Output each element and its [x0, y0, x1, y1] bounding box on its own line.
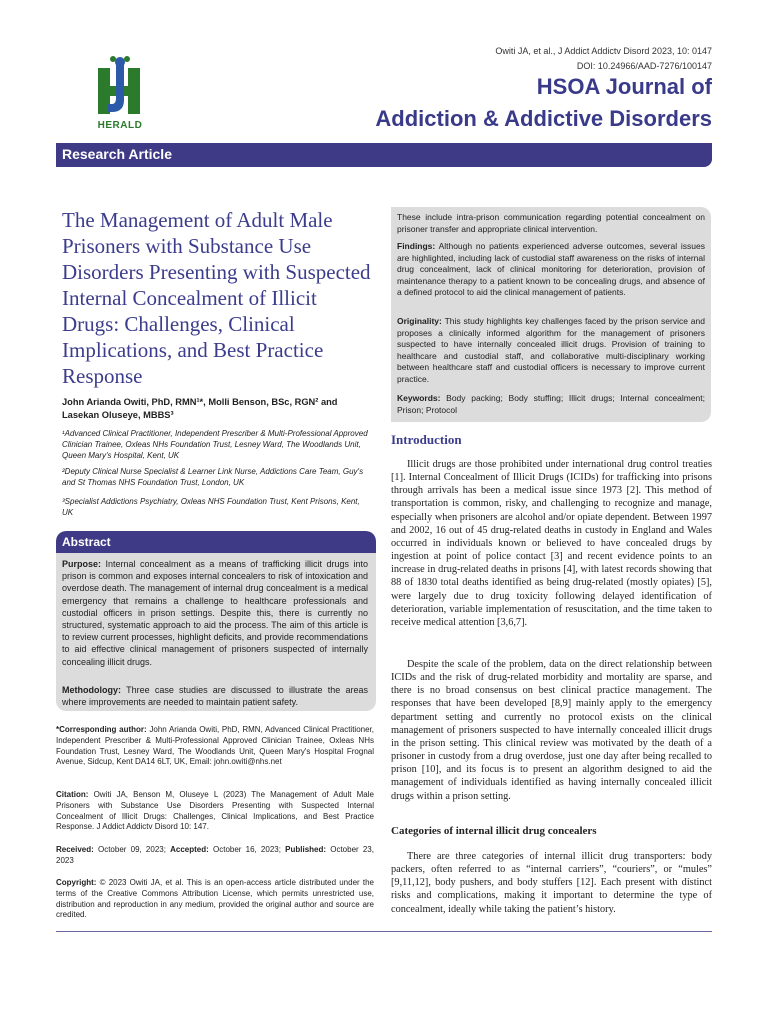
corresponding-author — [56, 725, 374, 768]
abstract-purpose — [62, 558, 368, 668]
keywords-text: Body packing; Body stuffing; Illicit drugs; Internal concealment; Prison; Protocol — [397, 393, 705, 415]
purpose-label: Purpose: — [62, 559, 102, 569]
dates-block — [56, 845, 374, 867]
author-list: John Arianda Owiti, PhD, RMN¹*, Molli Benson, BSc, RGN² and Lasekan Oluseye, MBBS³ — [62, 397, 338, 420]
abstract-continued-box — [391, 207, 711, 422]
affiliation-2: ²Deputy Clinical Nurse Specialist & Learner Link Nurse, Addictions Care Team, Guy's and St Thomas NHS Foundation Trust, London, UK — [62, 467, 364, 487]
purpose-text: Internal concealment as a means of trafficking illicit drugs into prison is common and exposes internal concealers to risk of intoxication and overdose death. The management of internal drug concealment is a medical emergency that remains a challenge to healthcare professionals and custodial officers in prison settings. Despite this, there is currently no structured, systematic approach to aid the process. The aim of this article is to review current processes, highlight deficits, and provide recommendations to aid effective clinical management of prisoners suspected of internally concealing illicit drugs. — [62, 559, 368, 667]
methodology-text: Three case studies are discussed to illustrate the areas where improvements are needed to maintain patient safety. — [62, 685, 368, 708]
keywords-label: Keywords: — [397, 393, 441, 403]
published-date: October 23, 2023 — [56, 845, 374, 865]
journal-logo — [88, 56, 152, 136]
herald-logo-icon — [94, 56, 146, 120]
affiliation-3: ³Specialist Addictions Psychiatry, Oxleas NHS Foundation Trust, Kent Prisons, Kent, UK — [62, 497, 360, 517]
corresp-label: *Corresponding author: — [56, 725, 147, 734]
doi-line[interactable]: DOI: 10.24966/AAD-7276/100147 — [576, 61, 712, 71]
introduction-paragraph-1: Illicit drugs are those prohibited under international drug control treaties [1]. Internal Concealment of Illicit Drugs (ICIDs) for trafficking into prisons through arrivals has been a medical issue since 1973 [2]. This method of transportation is common, risky, and challenging to recognize and manage, especially when prisoners are alcohol and/or opiate dependent. Between 1997 and 2002, 16 out of 45 drug-related deaths in custody in England and Wales occurred in individuals known or believed to have concealed drugs by ingestion at point of police contact [3] and recent evidence points to an increase in drug-related deaths in prisons [4], with latest records showing that 88 of 1830 total deaths identified as being drug-related (mostly opiates) [5], were largely due to drug toxicity following delayed identification of deterioration, variable implementation of resuscitation, and the time taken to receive medical attention [3,6,7]. — [391, 459, 712, 628]
published-label: Published: — [285, 845, 327, 854]
article-title: The Management of Adult Male Prisoners with Substance Use Disorders Presenting with Suspected Internal Concealment of Illicit Drugs: Challenges, Clinical Implications, and Best Practice Response — [62, 208, 371, 388]
footer-divider — [56, 931, 712, 932]
accepted-label: Accepted: — [170, 845, 209, 854]
citation-text: Owiti JA, Benson M, Oluseye L (2023) The Management of Adult Male Prisoners with Substance Use Disorders Presenting with Suspected Internal Concealment of Illicit Drugs: Challenges, Clinical Implications, and Best Practice Response. J Addict Addictv Disord 10: 147. — [56, 790, 374, 832]
findings-label: Findings: — [397, 241, 436, 251]
received-date: October 09, 2023; — [97, 845, 166, 854]
categories-paragraph-1: There are three categories of internal illicit drug transporters: body packers, often referred to as “internal carriers”, “couriers”, or “mules” [9,11,12], body pushers, and body stuffers [12]. Each present with distinct risks and complications, making it important to determine the type of concealment, ideally while taking the patient’s history. — [391, 851, 712, 915]
categories-heading: Categories of internal illicit drug concealers — [391, 825, 597, 837]
introduction-heading: Introduction — [391, 432, 462, 447]
abstract-box — [56, 531, 376, 711]
abstract-originality — [397, 316, 705, 386]
abstract-heading: Abstract — [62, 535, 111, 549]
received-label: Received: — [56, 845, 94, 854]
copyright-text: © 2023 Owiti JA, et al. This is an open-access article distributed under the terms of the Creative Commons Attribution License, which permits unrestricted use, distribution and reproduction in any medium, provided the original author and source are credited. — [56, 878, 374, 920]
journal-name-line2: Addiction & Addictive Disorders — [375, 106, 712, 131]
originality-label: Originality: — [397, 316, 442, 326]
methodology-label: Methodology: — [62, 685, 121, 695]
abstract-methodology — [62, 684, 368, 708]
citation-label: Citation: — [56, 790, 89, 799]
abstract-keywords — [397, 393, 705, 416]
affiliation-1: ¹Advanced Clinical Practitioner, Independent Prescriber & Multi-Professional Approved Clinician Trainee, Oxleas NHs Foundation Trust, Lesney Ward, The Woodlands Unit, Queen Mary's Hospital, Kent, UK — [62, 429, 368, 460]
introduction-paragraph-2: Despite the scale of the problem, data on the direct relationship between ICIDs and the risk of drug-related morbidity and mortality are sparse, and there is no broad consensus on best clinical practice management. The responses that have been developed [8,9] mainly apply to the emergency department setting and currently no protocol exists on the clinical management of prisoners suspected to have internally concealed illicit drugs in the prison setting. This clinical review was motivated by the death of a prisoner in custody from a drug overdose, just one day after being recalled to prison [10], and its focus is to present an algorithm designed to aid the management of individuals identified as having internally concealed illicit drugs within a prison setting. — [391, 659, 712, 802]
citation-line: Owiti JA, et al., J Addict Addictv Disord 2023, 10: 0147 — [495, 46, 712, 56]
abstract-intra-prison: These include intra-prison communication regarding potential concealment on prisoner transfer and appropriate clinical intervention. — [397, 212, 705, 234]
article-type-label: Research Article — [62, 146, 172, 162]
abstract-findings — [397, 241, 705, 299]
originality-text: This study highlights key challenges faced by the prison service and proposes a clinically informed algorithm for the management of prisoners suspected to have internally concealed illicit drugs. Provision of training to healthcare and custodial staff, and collaborative multi-disciplinary working between healthcare staff and custodial officers is necessary to improve current practice. — [397, 316, 705, 384]
article-type-bar — [56, 143, 712, 167]
accepted-date: October 16, 2023; — [213, 845, 281, 854]
findings-text: Although no patients experienced adverse outcomes, several issues are highlighted, including lack of custodial staff awareness on the risks of internal drug concealment, lack of clinical monitoring for deterioration, provision of maintenance therapy to a patient known to be concealing drugs, and absence of a defined protocol to aid the clinical management of patients. — [397, 241, 705, 298]
copyright-notice — [56, 878, 374, 921]
copyright-label: Copyright: — [56, 878, 97, 887]
logo-wordmark: HERALD — [97, 120, 143, 131]
citation-block — [56, 790, 374, 833]
corresp-text: John Arianda Owiti, PhD, RMN, Advanced Clinical Practitioner, Independent Prescriber & Multi-Professional Approved Clinician Trainee, Oxleas NHs Foundation Trust, Lesney Ward, The Woodlands Unit, Queen Mary's Hospital Frognal Avenue, Sidcup, Kent DA14 6LT, UK, Email: john.owiti@nhs.net — [56, 725, 375, 767]
journal-name-line1: HSOA Journal of — [536, 74, 712, 99]
abstract-header — [56, 531, 376, 553]
